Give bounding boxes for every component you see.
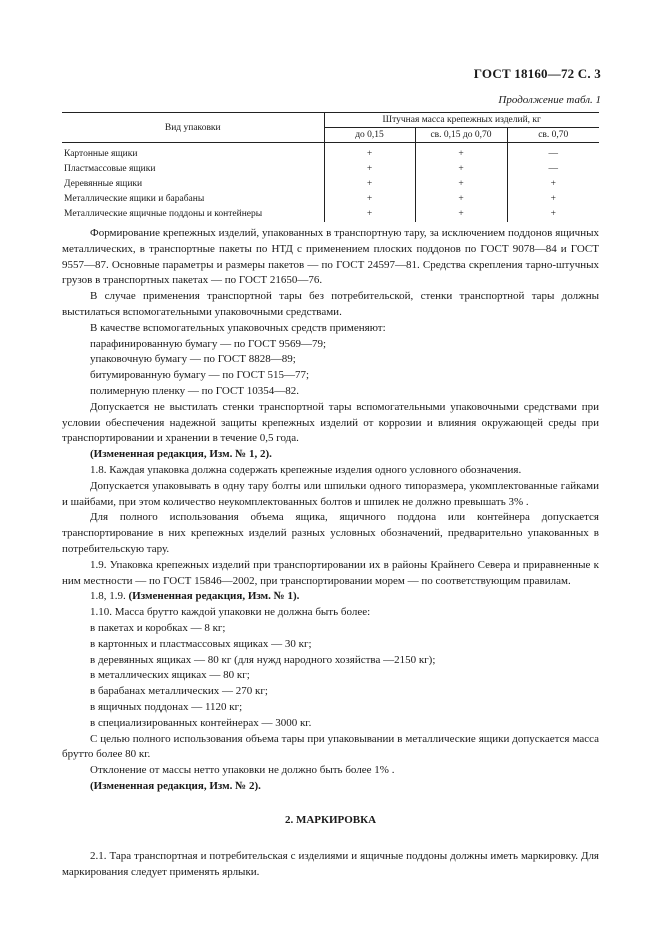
- cell-value: +: [324, 177, 415, 192]
- table-continuation-note: Продолжение табл. 1: [498, 94, 601, 106]
- cell-value: +: [324, 143, 415, 162]
- cell-value: +: [415, 192, 507, 207]
- page-header: ГОСТ 18160—72 С. 3: [473, 66, 601, 81]
- list-item: в специализированных контейнерах — 3000 кг.: [90, 716, 312, 729]
- amendment-note: [62, 447, 599, 463]
- paragraph: Для полного использования объема ящика, ящичного поддона или контейнера допускается транспортирование в них крепежных изделий разных условных обозначений, предварительно упакованных в потребительскую тару.: [62, 511, 599, 555]
- paragraph: Отклонение от массы нетто упаковки не должно быть более 1% .: [90, 764, 395, 777]
- paragraph: В качестве вспомогательных упаковочных средств применяют:: [90, 321, 386, 334]
- amendment-note: [62, 589, 599, 605]
- cell-value: +: [550, 194, 556, 204]
- table-row: [62, 207, 599, 222]
- cell-value: +: [550, 179, 556, 189]
- list-item: в деревянных ящиках — 80 кг (для нужд народного хозяйства —2150 кг);: [90, 653, 436, 666]
- packaging-table: [62, 112, 599, 222]
- cell-value: +: [415, 162, 507, 177]
- cell-value: +: [324, 162, 415, 177]
- list-item: в пакетах и коробках — 8 кг;: [90, 621, 226, 634]
- paragraph: 1.9. Упаковка крепежных изделий при транспортировании их в районы Крайнего Севера и приравненные к ним местности — по ГОСТ 15846—2002, при транспортировании морем — по соответствующим правилам.: [62, 558, 599, 587]
- cell-value: +: [324, 192, 415, 207]
- list-item: в металлических ящиках — 80 кг;: [90, 669, 250, 682]
- cell-value: +: [415, 177, 507, 192]
- table-row: [62, 177, 599, 192]
- paragraph: С целью полного использования объема тары при упаковывании в металлические ящики допускается масса брутто более 80 кг.: [62, 732, 599, 761]
- paragraph: 1.8. Каждая упаковка должна содержать крепежные изделия одного условного обозначения.: [90, 463, 522, 476]
- row-name: Металлические ящичные поддоны и контейнеры: [62, 207, 324, 222]
- table-row: [62, 143, 599, 162]
- section-title: 2. МАРКИРОВКА: [284, 813, 377, 826]
- list-item: полимерную пленку — по ГОСТ 10354—82.: [90, 384, 300, 397]
- list-item: в ящичных поддонах — 1120 кг;: [90, 700, 243, 713]
- list-item: парафинированную бумагу — по ГОСТ 9569—79;: [90, 337, 327, 350]
- paragraph: 2.1. Тара транспортная и потребительская с изделиями и ящичные поддоны должны иметь маркировку. Для маркирования следует применять ярлыки.: [62, 850, 599, 879]
- list-item: упаковочную бумагу — по ГОСТ 8828—89;: [90, 353, 296, 366]
- cell-value: —: [548, 164, 558, 174]
- paragraph: В случае применения транспортной тары без потребительской, стенки транспортной тары должны выстилаться вспомогательными упаковочными средствами.: [62, 290, 599, 318]
- amendment-prefix: 1.8, 1.9.: [90, 590, 126, 603]
- cell-value: +: [324, 207, 415, 222]
- col-header-type: Вид упаковки: [62, 113, 324, 143]
- paragraph: Формирование крепежных изделий, упакованных в транспортную тару, за исключением поддонов ящичных металлических, в транспортные пакеты по НТД с применением плоских поддонов по ГОСТ 9078—84 и ГОСТ 9557—87. Основные параметры и размеры пакетов — по ГОСТ 24597—81. Средства скрепления тарно-штучных грузов в транспортных пакетах — по ГОСТ 21650—76.: [62, 227, 599, 287]
- paragraph: Допускается не выстилать стенки транспортной тары вспомогательными упаковочными средствами при условии обеспечения надежной защиты крепежных изделий от коррозии и влияния окружающей среды при транспортировании и хранении в течение 0,5 года.: [62, 400, 599, 445]
- document-body: [62, 226, 599, 881]
- list-item: битумированную бумагу — по ГОСТ 515—77;: [90, 369, 309, 382]
- table-row: [62, 162, 599, 177]
- cell-value: +: [415, 207, 507, 222]
- col-header-sub3: св. 0,70: [507, 128, 599, 143]
- list-item: в барабанах металлических — 270 кг;: [90, 685, 268, 698]
- amendment-text: (Измененная редакция, Изм. № 1, 2).: [90, 448, 272, 461]
- col-header-mass: Штучная масса крепежных изделий, кг: [324, 113, 599, 128]
- cell-value: +: [415, 143, 507, 162]
- list-item: в картонных и пластмассовых ящиках — 30 кг;: [90, 637, 312, 650]
- paragraph: 1.10. Масса брутто каждой упаковки не должна быть более:: [90, 606, 371, 619]
- paragraph: Допускается упаковывать в одну тару болты или шпильки одного типоразмера, укомплектованные гайками и шайбами, при этом количество неукомплектованных болтов и шпилек не должно превышать 3% .: [62, 479, 599, 508]
- row-name: Картонные ящики: [62, 143, 324, 162]
- amendment-text: (Измененная редакция, Изм. № 2).: [90, 779, 261, 792]
- col-header-sub2: св. 0,15 до 0,70: [415, 128, 507, 143]
- cell-value: —: [548, 149, 558, 159]
- row-name: Пластмассовые ящики: [62, 162, 324, 177]
- amendment-note: [62, 779, 599, 795]
- row-name: Металлические ящики и барабаны: [62, 192, 324, 207]
- table-row: [62, 192, 599, 207]
- cell-value: +: [550, 209, 556, 219]
- amendment-text: (Измененная редакция, Изм. № 1).: [128, 590, 300, 603]
- row-name: Деревянные ящики: [62, 177, 324, 192]
- col-header-sub1: до 0,15: [324, 128, 415, 143]
